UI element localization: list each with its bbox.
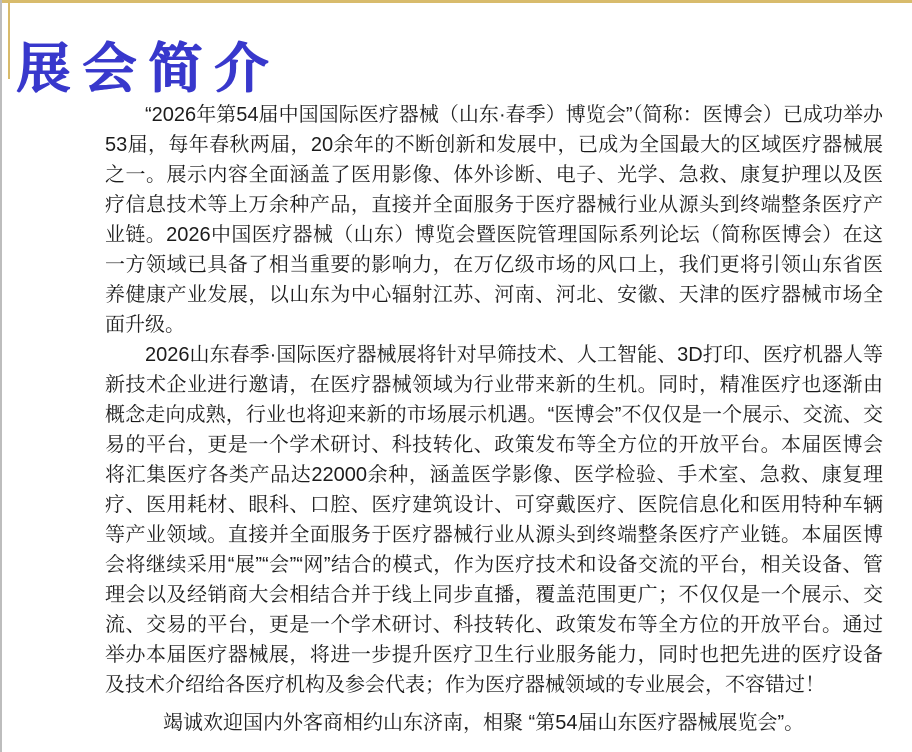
intro-paragraph-2: 2026山东春季·国际医疗器械展将针对早筛技术、人工智能、3D打印、医疗机器人等新技术企业进行邀请，在医疗器械领域为行业带来新的生机。同时，精准医疗也逐渐由概念走向成熟，行业也将迎来新的市场展示机遇。“医博会”不仅仅是一个展示、交流、交易的平台，更是一个学术研讨、科技转化、政策发布等全方位的开放平台。本届医博会将汇集医疗各类产品达22000余种，涵盖医学影像、医学检验、手术室、急救、康复理疗、医用耗材、眼科、口腔、医疗建筑设计、可穿戴医疗、医院信息化和医用特种车辆等产业领域。直接并全面服务于医疗器械行业从源头到终端整条医疗产业链。本届医博会将继续采用“展”“会”“网”结合的模式，作为医疗技术和设备交流的平台，相关设备、管理会以及经销商大会相结合并于线上同步直播，覆盖范围更广；不仅仅是一个展示、交流、交易的平台，更是一个学术研讨、科技转化、政策发布等全方位的开放平台。通过举办本届医疗器械展，将进一步提升医疗卫生行业服务能力，同时也把先进的医疗设备及技术介绍给各医疗机构及参会代表；作为医疗器械领域的专业展会，不容错过！ bbox=[105, 344, 883, 696]
left-edge-line bbox=[0, 0, 2, 752]
intro-text-block bbox=[105, 100, 883, 700]
intro-paragraph-1: “2026年第54届中国国际医疗器械（山东·春季）博览会”（简称：医博会）已成功举办53届，每年春秋两届，20余年的不断创新和发展中，已成为全国最大的区域医疗器械展之一。展示内容全面涵盖了医用影像、体外诊断、电子、光学、急救、康复护理以及医疗信息技术等上万余种产品，直接并全面服务于医疗器械行业从源头到终端整条医疗产业链。2026中国医疗器械（山东）博览会暨医院管理国际系列论坛（简称医博会）在这一方领域已具备了相当重要的影响力，在万亿级市场的风口上，我们更将引领山东省医养健康产业发展，以山东为中心辐射江苏、河南、河北、安徽、天津的医疗器械市场全面升级。 bbox=[105, 104, 883, 336]
top-border-line bbox=[0, 0, 912, 3]
left-accent-line bbox=[8, 3, 10, 79]
closing-invitation-line: 竭诚欢迎国内外客商相约山东济南，相聚 “第54届山东医疗器械展览会”。 bbox=[163, 712, 805, 734]
page-title: 展会简介 bbox=[16, 39, 280, 99]
